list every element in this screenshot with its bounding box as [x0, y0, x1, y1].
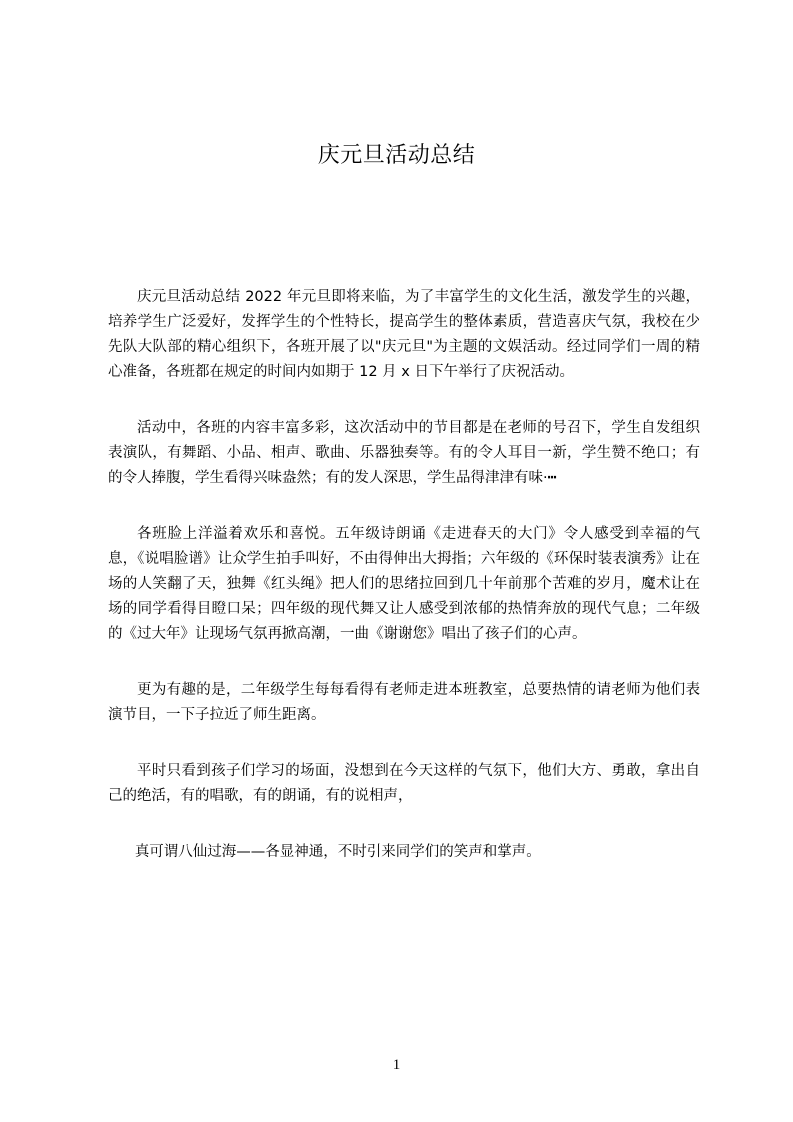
- page-number: 1: [392, 1057, 401, 1073]
- document-body: [108, 285, 700, 896]
- paragraph-intro: 庆元旦活动总结 2022 年元旦即将来临，为了丰富学生的文化生活，激发学生的兴趣，培养学生广泛爱好，发挥学生的个性特长，提高学生的整体素质，营造喜庆气氛，我校在少先队大队部的精心组织下，各班开展了以"庆元旦"为主题的文娱活动。经过同学们一周的精心准备，各班都在规定的时间内如期于 12 月 x 日下午举行了庆祝活动。: [108, 289, 700, 380]
- document-title: 庆元旦活动总结: [317, 143, 476, 168]
- paragraph-closing: 真可谓八仙过海——各显神通，不时引来同学们的笑声和掌声。: [134, 844, 541, 860]
- paragraph-interesting: 更为有趣的是，二年级学生每每看得有老师走进本班教室，总要热情的请老师为他们表演节目，一下子拉近了师生距离。: [108, 682, 700, 723]
- paragraph-performances: 各班脸上洋溢着欢乐和喜悦。五年级诗朗诵《走进春天的大门》令人感受到幸福的气息，《说唱脸谱》让众学生拍手叫好，不由得伸出大拇指；六年级的《环保时装表演秀》让在场的人笑翻了天，独舞《红头绳》把人们的思绪拉回到几十年前那个苦难的岁月，魔术让在场的同学看得目瞪口呆；四年级的现代舞又让人感受到浓郁的热情奔放的现代气息；二年级的《过大年》让现场气氛再掀高潮，一曲《谢谢您》唱出了孩子们的心声。: [108, 526, 700, 642]
- paragraph-activities: 活动中，各班的内容丰富多彩，这次活动中的节目都是在老师的号召下，学生自发组织表演队，有舞蹈、小品、相声、歌曲、乐器独奏等。有的令人耳目一新，学生赞不绝口；有的令人捧腹，学生看得兴味盎然；有的发人深思，学生品得津津有味·┅: [108, 420, 700, 486]
- paragraph-usually: 平时只看到孩子们学习的场面，没想到在今天这样的气氛下，他们大方、勇敢，拿出自己的绝活，有的唱歌，有的朗诵，有的说相声，: [108, 763, 700, 804]
